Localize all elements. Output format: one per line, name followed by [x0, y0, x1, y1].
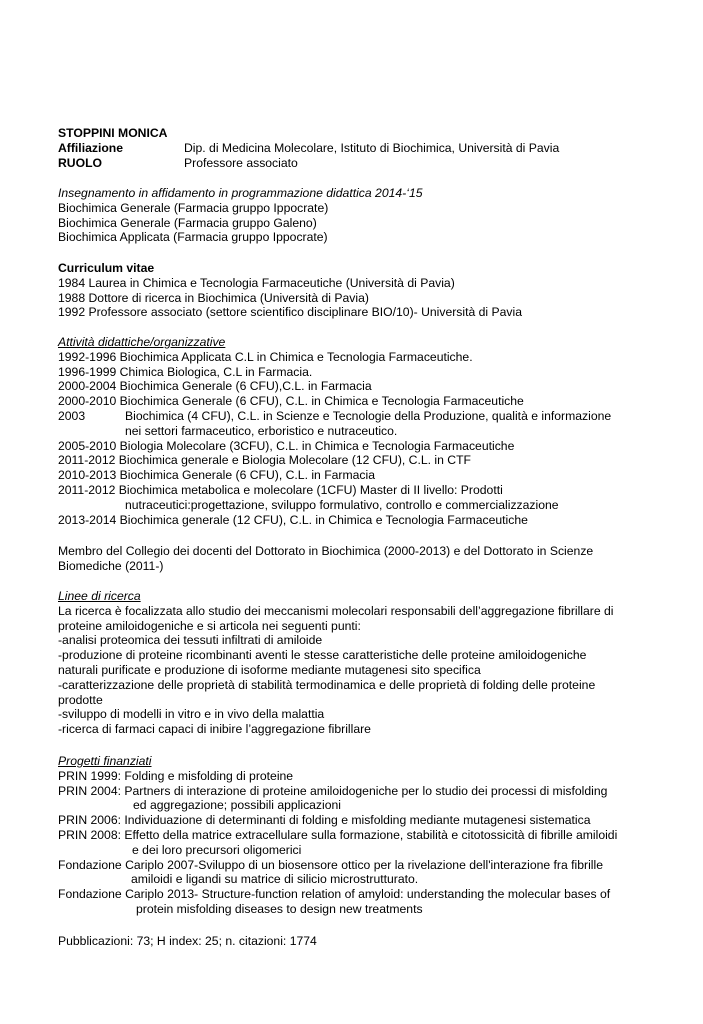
activity-item-continued: nei settori farmaceutico, erboristico e nutraceutico. — [125, 423, 398, 438]
activity-year: 2003 — [58, 408, 86, 423]
project-item: PRIN 2006: Individuazione di determinanti di folding e misfolding mediante mutagenesi sistematica — [58, 813, 591, 828]
membership-line: Biomediche (2011-) — [58, 558, 164, 573]
research-line: -analisi proteomica dei tessuti infiltrati di amiloide — [58, 633, 323, 648]
publications-summary: Pubblicazioni: 73; H index: 25; n. citazioni: 1774 — [58, 934, 317, 948]
teaching-item: Biochimica Generale (Farmacia gruppo Galeno) — [58, 215, 317, 230]
project-item: PRIN 1999: Folding e misfolding di proteine — [58, 768, 294, 783]
activity-item-continued: nutraceutici:progettazione, sviluppo formulativo, controllo e commercializzazione — [125, 497, 559, 512]
activity-item: 1992-1996 Biochimica Applicata C.L in Chimica e Tecnologia Farmaceutiche. — [58, 349, 473, 364]
activity-text: Biochimica (4 CFU), C.L. in Scienze e Tecnologie della Produzione, qualità e informazione — [125, 408, 612, 423]
activity-item: 1996-1999 Chimica Biologica, C.L in Farmacia. — [58, 364, 313, 379]
activity-item: 2005-2010 Biologia Molecolare (3CFU), C.L. in Chimica e Tecnologia Farmaceutiche — [58, 438, 515, 453]
affiliation-label: Affiliazione — [58, 140, 124, 155]
project-item-continued: amiloidi e ligandi su matrice di silicio microstrutturato. — [131, 872, 419, 887]
cv-item: 1988 Dottore di ricerca in Biochimica (Università di Pavia) — [58, 290, 369, 305]
research-line: -sviluppo di modelli in vitro e in vivo della malattia — [58, 707, 325, 722]
header-block — [58, 126, 668, 170]
activity-item: 2010-2013 Biochimica Generale (6 CFU), C.L. in Farmacia — [58, 468, 376, 483]
activity-item: 2011-2012 Biochimica generale e Biologia Molecolare (12 CFU), C.L. in CTF — [58, 453, 471, 468]
activity-item: 2011-2012 Biochimica metabolica e molecolare (1CFU) Master di II livello: Prodotti — [58, 482, 503, 497]
publications-line-block — [58, 934, 668, 949]
projects-section — [58, 754, 668, 917]
teaching-item: Biochimica Generale (Farmacia gruppo Ippocrate) — [58, 200, 329, 215]
teaching-heading: Insegnamento in affidamento in programmazione didattica 2014-‘15 — [58, 186, 423, 200]
project-item: Fondazione Cariplo 2007-Sviluppo di un biosensore ottico per la rivelazione dell'interazione fra fibrille — [58, 857, 603, 872]
cv-item: 1992 Professore associato (settore scientifico disciplinare BIO/10)- Università di Pavia — [58, 305, 523, 320]
teaching-item: Biochimica Applicata (Farmacia gruppo Ippocrate) — [58, 230, 328, 245]
role-row — [58, 156, 668, 171]
research-line: -produzione di proteine ricombinanti aventi le stesse caratteristiche delle proteine amiloidogeniche — [58, 648, 587, 663]
project-item: Fondazione Cariplo 2013- Structure-function relation of amyloid: understanding the molecular bases of — [58, 887, 611, 902]
activity-item: 2000-2004 Biochimica Generale (6 CFU),C.L. in Farmacia — [58, 379, 372, 394]
research-line: proteine amiloidogeniche e si articola nei seguenti punti: — [58, 618, 361, 633]
research-heading: Linee di ricerca — [58, 589, 141, 603]
project-item: PRIN 2008: Effetto della matrice extracellulare sulla formazione, stabilità e citotossicità di fibrille amiloidi — [58, 827, 618, 842]
role-value: Professore associato — [184, 155, 298, 170]
project-item-continued: e dei loro precursori oligomerici — [132, 842, 302, 857]
membership-paragraph — [58, 544, 668, 574]
research-line: La ricerca è focalizzata allo studio dei meccanismi molecolari responsabili dell’aggregazione fibrillare di — [58, 603, 614, 618]
role-label: RUOLO — [58, 155, 103, 170]
activity-item: 2000-2010 Biochimica Generale (6 CFU), C.L. in Chimica e Tecnologia Farmaceutiche — [58, 394, 524, 409]
activity-item — [58, 409, 668, 424]
research-section — [58, 589, 668, 737]
project-item: PRIN 2004: Partners di interazione di proteine amiloidogeniche per lo studio dei processi di misfolding — [58, 783, 608, 798]
teaching-section — [58, 186, 668, 245]
research-line: -caratterizzazione delle proprietà di stabilità termodinamica e delle proprietà di folding delle proteine — [58, 677, 596, 692]
cv-heading: Curriculum vitae — [58, 261, 155, 275]
research-line: -ricerca di farmaci capaci di inibire l’aggregazione fibrillare — [58, 722, 371, 737]
project-item-continued: protein misfolding diseases to design new treatments — [136, 901, 423, 916]
affiliation-row — [58, 141, 668, 156]
research-line: prodotte — [58, 692, 103, 707]
activities-heading: Attività didattiche/organizzative — [58, 335, 226, 349]
membership-line: Membro del Collegio dei docenti del Dottorato in Biochimica (2000-2013) e del Dottorato in Scienze — [58, 544, 594, 558]
activity-item: 2013-2014 Biochimica generale (12 CFU), C.L. in Chimica e Tecnologia Farmaceutiche — [58, 512, 528, 527]
project-item-continued: ed aggregazione; possibili applicazioni — [133, 798, 342, 813]
activities-section — [58, 335, 668, 527]
research-line: naturali purificate e produzione di isoforme mediante mutagenesi sito specifica — [58, 662, 481, 677]
affiliation-value: Dip. di Medicina Molecolare, Istituto di Biochimica, Università di Pavia — [184, 140, 560, 155]
cv-item: 1984 Laurea in Chimica e Tecnologia Farmaceutiche (Università di Pavia) — [58, 275, 455, 290]
person-name: STOPPINI MONICA — [58, 126, 168, 140]
projects-heading: Progetti finanziati — [58, 754, 152, 768]
cv-section — [58, 261, 668, 320]
